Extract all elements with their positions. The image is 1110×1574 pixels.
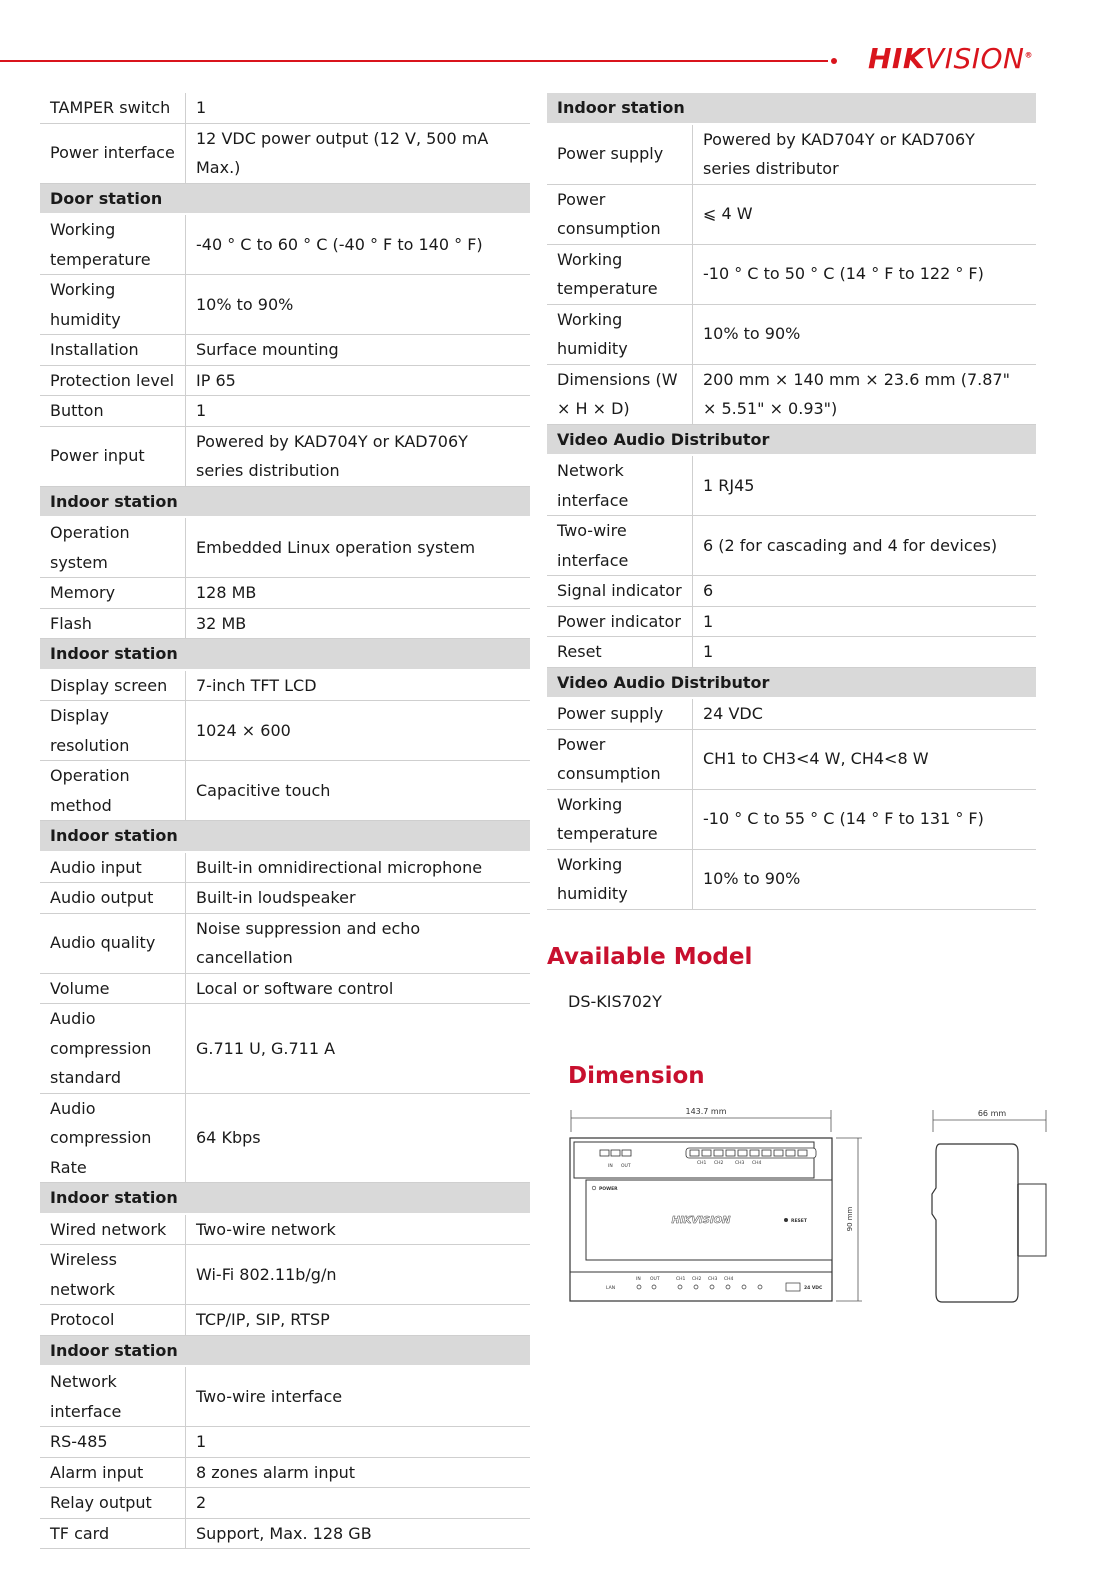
- spec-value: 6: [693, 576, 1037, 607]
- spec-value: 10% to 90%: [693, 849, 1037, 909]
- spec-row-power-supply: [547, 124, 1036, 185]
- section-header: [40, 1183, 530, 1214]
- section-title: Indoor station: [40, 486, 530, 517]
- section-title: Indoor station: [40, 1183, 530, 1214]
- spec-row-two-wire-interface: [547, 516, 1036, 576]
- svg-text:OUT: OUT: [650, 1277, 660, 1282]
- spec-label: Button: [40, 396, 186, 427]
- spec-value: Powered by KAD704Y or KAD706Y series distributor: [693, 124, 1037, 185]
- svg-text:CH1: CH1: [676, 1277, 686, 1282]
- svg-text:RESET: RESET: [791, 1219, 807, 1224]
- spec-label: Operation method: [40, 761, 186, 821]
- spec-row-working-humidity: [40, 275, 530, 335]
- spec-label: Network interface: [547, 455, 693, 516]
- spec-row-tamper-switch: [40, 93, 530, 123]
- spec-row-audio-compression-standard: [40, 1004, 530, 1094]
- hikvision-logo: HIKVISION®: [868, 42, 1033, 75]
- svg-text:OUT: OUT: [621, 1164, 631, 1169]
- spec-label: Audio compression standard: [40, 1004, 186, 1094]
- spec-label: Alarm input: [40, 1457, 186, 1488]
- spec-value: Embedded Linux operation system: [186, 517, 531, 578]
- spec-row-dimensions-w-h-d: [547, 364, 1036, 424]
- spec-value: 10% to 90%: [186, 275, 531, 335]
- spec-value: Two-wire interface: [186, 1366, 531, 1427]
- spec-row-signal-indicator: [547, 576, 1036, 607]
- spec-label: Working temperature: [547, 244, 693, 304]
- spec-label: Power supply: [547, 698, 693, 729]
- spec-value: ⩽ 4 W: [693, 184, 1037, 244]
- spec-label: Memory: [40, 578, 186, 609]
- svg-text:CH2: CH2: [714, 1161, 724, 1166]
- spec-label: Signal indicator: [547, 576, 693, 607]
- front-view-drawing: [566, 1102, 866, 1312]
- spec-row-reset: [547, 637, 1036, 668]
- spec-row-operation-system: [40, 517, 530, 578]
- spec-value: Powered by KAD704Y or KAD706Y series distribution: [186, 426, 531, 486]
- spec-row-audio-compression-rate: [40, 1093, 530, 1183]
- spec-row-working-temperature: [547, 244, 1036, 304]
- spec-label: Audio quality: [40, 913, 186, 973]
- section-header: [547, 93, 1036, 124]
- spec-row-operation-method: [40, 761, 530, 821]
- spec-value: 1: [186, 93, 531, 123]
- section-title: Indoor station: [40, 821, 530, 852]
- svg-text:CH1: CH1: [697, 1161, 707, 1166]
- spec-value: 1: [186, 1427, 531, 1458]
- spec-value: Built-in omnidirectional microphone: [186, 852, 531, 883]
- spec-row-protocol: [40, 1305, 530, 1336]
- svg-text:CH3: CH3: [735, 1161, 745, 1166]
- section-header: [40, 183, 530, 214]
- header-rule: [0, 60, 828, 62]
- spec-label: Power supply: [547, 124, 693, 185]
- spec-label: Relay output: [40, 1488, 186, 1519]
- svg-text:CH3: CH3: [708, 1277, 718, 1282]
- section-header: [40, 821, 530, 852]
- spec-label: Power interface: [40, 123, 186, 183]
- section-header: [40, 639, 530, 670]
- svg-text:24 VDC: 24 VDC: [804, 1286, 823, 1291]
- spec-label: Working humidity: [547, 304, 693, 364]
- spec-row-working-temperature: [547, 789, 1036, 849]
- spec-label: Audio output: [40, 883, 186, 914]
- spec-row-power-consumption: [547, 729, 1036, 789]
- spec-value: 200 mm × 140 mm × 23.6 mm (7.87" × 5.51" × 0.93"): [693, 364, 1037, 424]
- spec-label: Power indicator: [547, 606, 693, 637]
- side-view-drawing: [928, 1104, 1050, 1314]
- spec-row-volume: [40, 973, 530, 1004]
- spec-label: Working temperature: [547, 789, 693, 849]
- svg-text:LAN: LAN: [606, 1286, 616, 1291]
- header-rule-dot: [831, 58, 837, 64]
- spec-label: TAMPER switch: [40, 93, 186, 123]
- spec-value: 6 (2 for cascading and 4 for devices): [693, 516, 1037, 576]
- spec-value: 128 MB: [186, 578, 531, 609]
- spec-row-power-interface: [40, 123, 530, 183]
- spec-row-display-resolution: [40, 701, 530, 761]
- spec-label: Flash: [40, 608, 186, 639]
- section-title: Indoor station: [40, 1335, 530, 1366]
- spec-row-network-interface: [40, 1366, 530, 1427]
- dimension-title: Dimension: [568, 1063, 705, 1089]
- spec-label: Operation system: [40, 517, 186, 578]
- width-dimension-label: 143.7 mm: [685, 1107, 727, 1116]
- spec-value: Wi-Fi 802.11b/g/n: [186, 1245, 531, 1305]
- spec-row-working-humidity: [547, 304, 1036, 364]
- spec-label: Wireless network: [40, 1245, 186, 1305]
- spec-value: CH1 to CH3<4 W, CH4<8 W: [693, 729, 1037, 789]
- spec-row-installation: [40, 335, 530, 366]
- spec-row-protection-level: [40, 365, 530, 396]
- spec-value: 32 MB: [186, 608, 531, 639]
- spec-row-working-temperature: [40, 214, 530, 275]
- svg-text:IN: IN: [636, 1277, 641, 1282]
- spec-label: Display resolution: [40, 701, 186, 761]
- spec-row-tf-card: [40, 1518, 530, 1549]
- spec-label: Installation: [40, 335, 186, 366]
- spec-row-display-screen: [40, 670, 530, 701]
- spec-row-memory: [40, 578, 530, 609]
- spec-value: 64 Kbps: [186, 1093, 531, 1183]
- spec-value: 7-inch TFT LCD: [186, 670, 531, 701]
- spec-value: Support, Max. 128 GB: [186, 1518, 531, 1549]
- spec-value: 2: [186, 1488, 531, 1519]
- spec-row-wireless-network: [40, 1245, 530, 1305]
- spec-row-power-indicator: [547, 606, 1036, 637]
- spec-value: 1: [693, 637, 1037, 668]
- spec-value: -40 ° C to 60 ° C (-40 ° F to 140 ° F): [186, 214, 531, 275]
- spec-label: Power consumption: [547, 184, 693, 244]
- spec-value: Local or software control: [186, 973, 531, 1004]
- spec-value: 1: [186, 396, 531, 427]
- spec-label: Working humidity: [40, 275, 186, 335]
- spec-row-audio-output: [40, 883, 530, 914]
- spec-row-power-consumption: [547, 184, 1036, 244]
- spec-label: TF card: [40, 1518, 186, 1549]
- section-header: [547, 667, 1036, 698]
- spec-label: Two-wire interface: [547, 516, 693, 576]
- spec-label: Audio input: [40, 852, 186, 883]
- spec-value: 1024 × 600: [186, 701, 531, 761]
- spec-value: 12 VDC power output (12 V, 500 mA Max.): [186, 123, 531, 183]
- spec-label: Working humidity: [547, 849, 693, 909]
- available-model-title: Available Model: [547, 944, 753, 970]
- spec-label: Display screen: [40, 670, 186, 701]
- spec-label: Power consumption: [547, 729, 693, 789]
- spec-value: 1: [693, 606, 1037, 637]
- section-title: Video Audio Distributor: [547, 667, 1036, 698]
- spec-row-alarm-input: [40, 1457, 530, 1488]
- spec-row-wired-network: [40, 1214, 530, 1245]
- svg-text:CH2: CH2: [692, 1277, 702, 1282]
- spec-value: Built-in loudspeaker: [186, 883, 531, 914]
- spec-label: Dimensions (W × H × D): [547, 364, 693, 424]
- spec-label: Volume: [40, 973, 186, 1004]
- spec-value: Noise suppression and echo cancellation: [186, 913, 531, 973]
- spec-row-power-input: [40, 426, 530, 486]
- svg-text:POWER: POWER: [599, 1187, 618, 1192]
- spec-label: Network interface: [40, 1366, 186, 1427]
- spec-row-power-supply: [547, 698, 1036, 729]
- spec-row-working-humidity: [547, 849, 1036, 909]
- section-title: Video Audio Distributor: [547, 424, 1036, 455]
- spec-label: Reset: [547, 637, 693, 668]
- spec-label: Audio compression Rate: [40, 1093, 186, 1183]
- section-header: [547, 424, 1036, 455]
- depth-dimension-label: 66 mm: [977, 1109, 1007, 1118]
- spec-label: Protocol: [40, 1305, 186, 1336]
- section-header: [40, 1335, 530, 1366]
- spec-value: -10 ° C to 55 ° C (14 ° F to 131 ° F): [693, 789, 1037, 849]
- spec-row-rs-485: [40, 1427, 530, 1458]
- spec-label: Protection level: [40, 365, 186, 396]
- spec-value: Two-wire network: [186, 1214, 531, 1245]
- height-dimension-label: 90 mm: [846, 1206, 854, 1232]
- device-brand-label: HIKVISION: [671, 1215, 731, 1226]
- svg-text:CH4: CH4: [752, 1161, 762, 1166]
- spec-row-audio-quality: [40, 913, 530, 973]
- svg-text:IN: IN: [608, 1164, 613, 1169]
- spec-value: 24 VDC: [693, 698, 1037, 729]
- spec-value: Capacitive touch: [186, 761, 531, 821]
- spec-value: 8 zones alarm input: [186, 1457, 531, 1488]
- section-title: Indoor station: [547, 93, 1036, 124]
- spec-row-flash: [40, 608, 530, 639]
- spec-label: RS-485: [40, 1427, 186, 1458]
- section-title: Indoor station: [40, 639, 530, 670]
- section-title: Door station: [40, 183, 530, 214]
- spec-value: Surface mounting: [186, 335, 531, 366]
- spec-row-relay-output: [40, 1488, 530, 1519]
- section-header: [40, 486, 530, 517]
- spec-row-audio-input: [40, 852, 530, 883]
- spec-row-button: [40, 396, 530, 427]
- spec-value: -10 ° C to 50 ° C (14 ° F to 122 ° F): [693, 244, 1037, 304]
- spec-value: G.711 U, G.711 A: [186, 1004, 531, 1094]
- spec-label: Wired network: [40, 1214, 186, 1245]
- spec-label: Working temperature: [40, 214, 186, 275]
- spec-value: 10% to 90%: [693, 304, 1037, 364]
- spec-label: Power input: [40, 426, 186, 486]
- spec-row-network-interface: [547, 455, 1036, 516]
- spec-table-right: [547, 93, 1036, 910]
- svg-text:CH4: CH4: [724, 1277, 734, 1282]
- spec-value: IP 65: [186, 365, 531, 396]
- spec-value: 1 RJ45: [693, 455, 1037, 516]
- spec-table-left: [40, 93, 530, 1549]
- available-model-name: DS-KIS702Y: [568, 992, 662, 1011]
- spec-value: TCP/IP, SIP, RTSP: [186, 1305, 531, 1336]
